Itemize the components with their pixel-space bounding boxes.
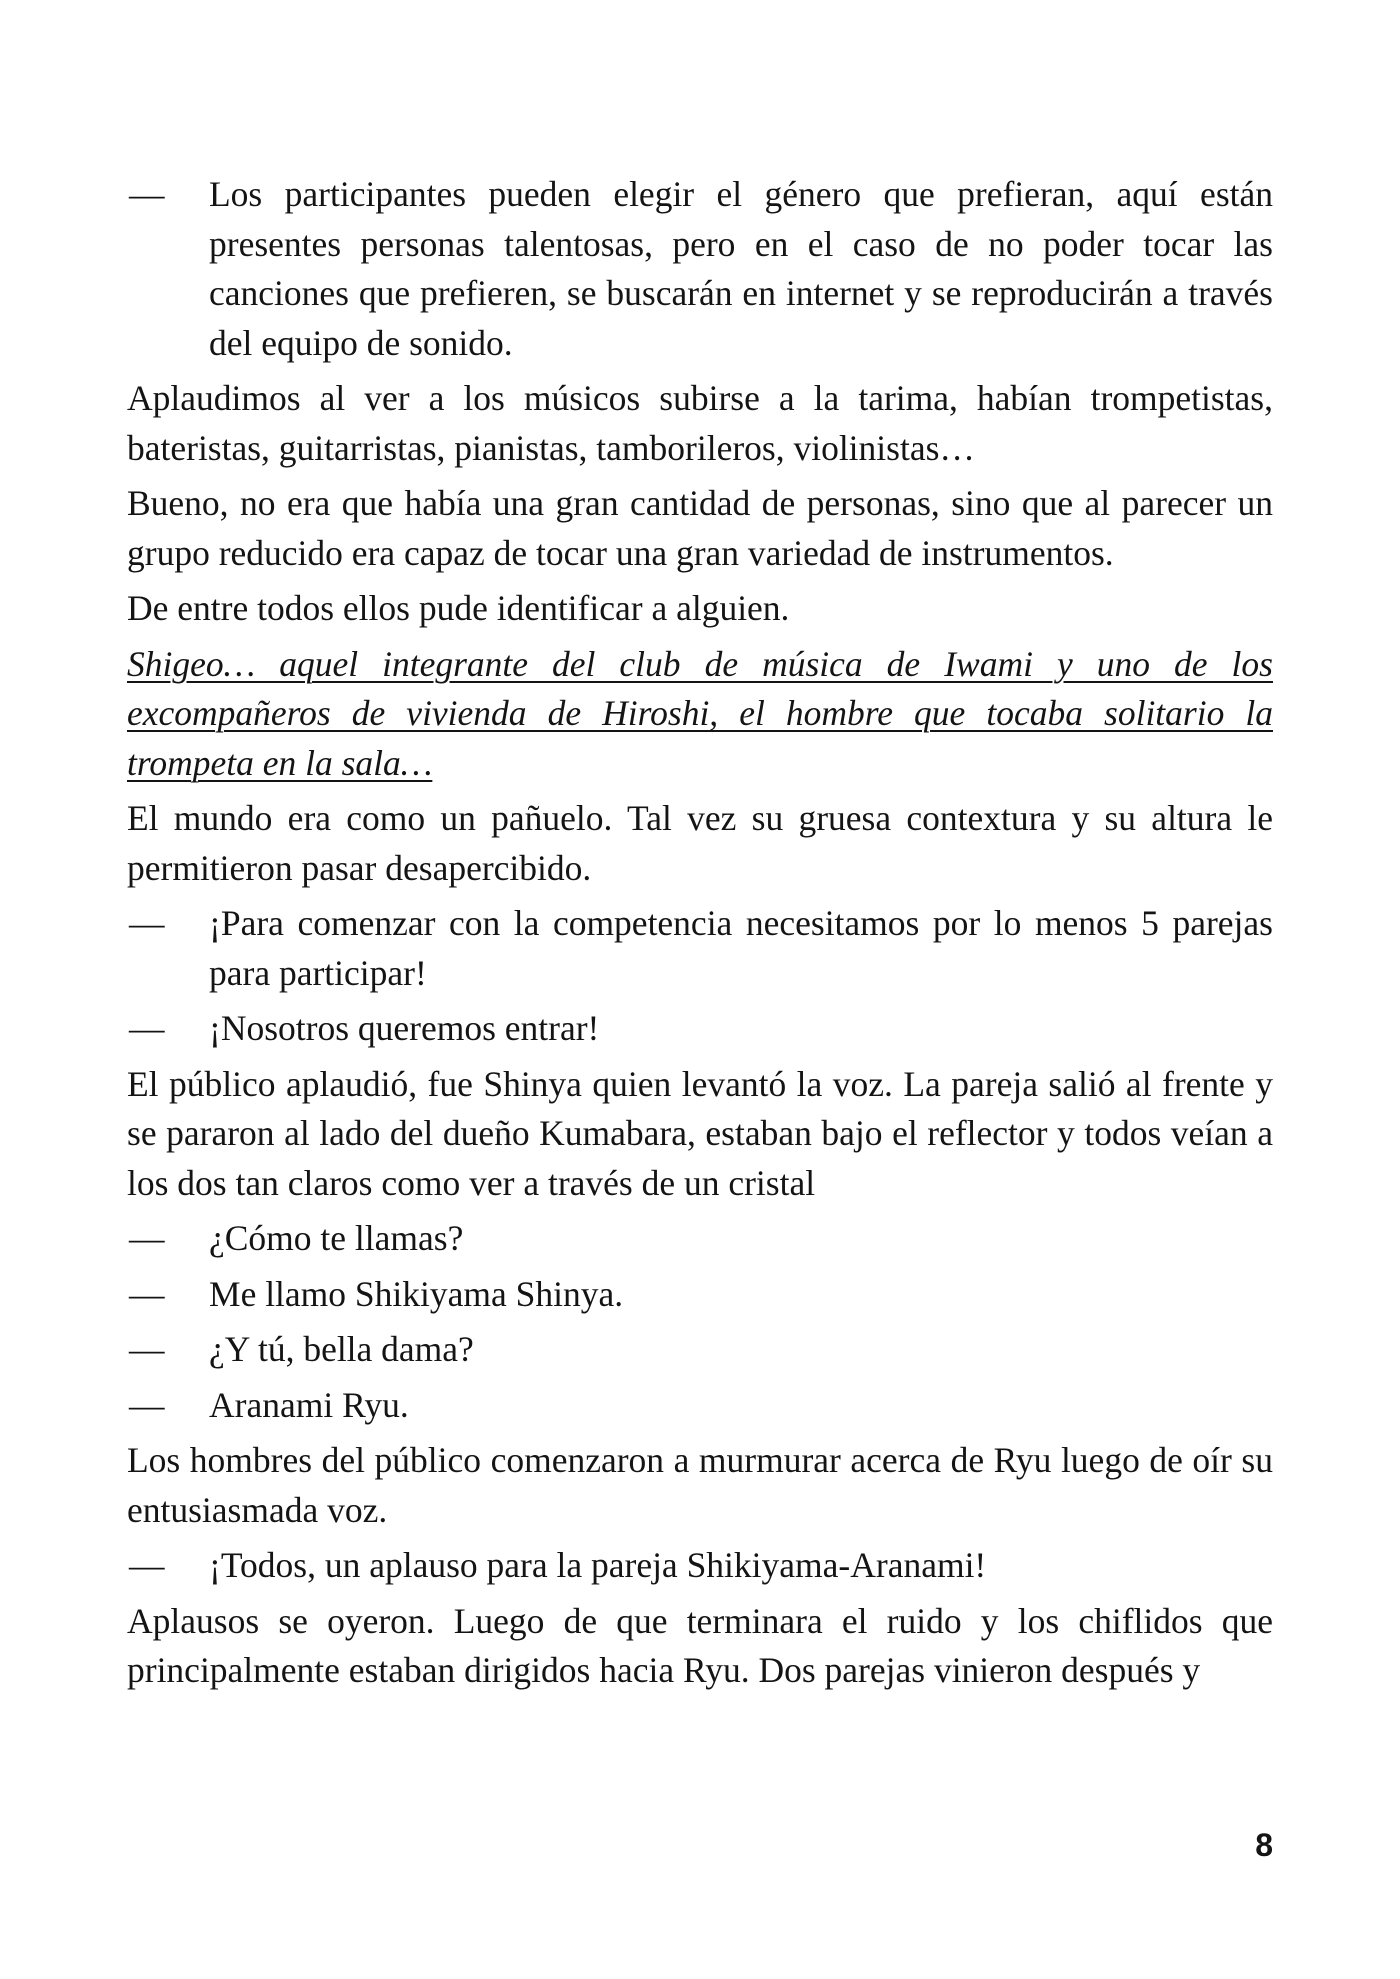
narration-paragraph <box>127 1436 1273 1535</box>
paragraph-text: ¿Cómo te llamas? <box>209 1218 464 1258</box>
dialogue-dash: — <box>129 1008 165 1048</box>
dialogue-paragraph <box>127 1381 1273 1431</box>
paragraph-text: ¿Y tú, bella dama? <box>209 1329 474 1369</box>
dialogue-dash: — <box>129 174 165 214</box>
paragraph-text: Aplausos se oyeron. Luego de que terminara el ruido y los chiflidos que principalmente estaban dirigidos hacia Ryu. Dos parejas vinieron después y <box>127 1600 1273 1690</box>
narration-paragraph <box>127 584 1273 634</box>
thought-paragraph <box>127 640 1273 789</box>
dialogue-paragraph <box>127 1541 1273 1591</box>
narration-paragraph <box>127 1597 1273 1696</box>
dialogue-dash: — <box>129 1384 165 1425</box>
paragraph-text: Me llamo Shikiyama Shinya. <box>209 1273 624 1314</box>
body-text <box>127 170 1273 1702</box>
paragraph-text: Los participantes pueden elegir el género que prefieran, aquí están presentes personas talentosas, pero en el caso de no poder tocar las canciones que prefieren, se buscarán en internet y se reproducirán a través del equipo de sonido. <box>209 174 1273 363</box>
paragraph-text: ¡Para comenzar con la competencia necesitamos por lo menos 5 parejas para participar! <box>209 903 1273 993</box>
paragraph-text: Aplaudimos al ver a los músicos subirse a la tarima, habían trompetistas, bateristas, guitarristas, pianistas, tamborileros, violinistas… <box>127 378 1273 468</box>
paragraph-text: Shigeo… aquel integrante del club de música de Iwami y uno de los excompañeros de vivienda de Hiroshi, el hombre que tocaba solitario la trompeta en la sala… <box>127 643 1273 783</box>
narration-paragraph <box>127 794 1273 893</box>
dialogue-dash: — <box>129 903 165 943</box>
dialogue-dash: — <box>129 1218 165 1258</box>
dialogue-paragraph <box>127 1214 1273 1264</box>
dialogue-paragraph <box>127 1270 1273 1320</box>
narration-paragraph <box>127 374 1273 473</box>
paragraph-text: El mundo era como un pañuelo. Tal vez su gruesa contextura y su altura le permitieron pasar desapercibido. <box>127 798 1273 888</box>
dialogue-dash: — <box>129 1545 165 1585</box>
dialogue-paragraph <box>127 899 1273 998</box>
paragraph-text: Bueno, no era que había una gran cantidad de personas, sino que al parecer un grupo reducido era capaz de tocar una gran variedad de instrumentos. <box>127 483 1273 573</box>
paragraph-text: Aranami Ryu. <box>209 1384 409 1425</box>
paragraph-text: El público aplaudió, fue Shinya quien levantó la voz. La pareja salió al frente y se pararon al lado del dueño Kumabara, estaban bajo el reflector y todos veían a los dos tan claros como ver a través de un cristal <box>127 1063 1273 1203</box>
dialogue-paragraph <box>127 1004 1273 1054</box>
paragraph-text: Los hombres del público comenzaron a murmurar acerca de Ryu luego de oír su entusiasmada voz. <box>127 1440 1273 1530</box>
paragraph-text: De entre todos ellos pude identificar a alguien. <box>127 588 790 628</box>
narration-paragraph <box>127 479 1273 578</box>
dialogue-dash: — <box>129 1329 165 1369</box>
paragraph-text: ¡Todos, un aplauso para la pareja Shikiyama-Aranami! <box>209 1545 987 1585</box>
page-number: 8 <box>1255 1827 1273 1863</box>
paragraph-text: ¡Nosotros queremos entrar! <box>209 1008 600 1048</box>
dialogue-paragraph <box>127 170 1273 368</box>
dialogue-paragraph <box>127 1325 1273 1375</box>
narration-paragraph <box>127 1060 1273 1209</box>
dialogue-dash: — <box>129 1273 165 1314</box>
